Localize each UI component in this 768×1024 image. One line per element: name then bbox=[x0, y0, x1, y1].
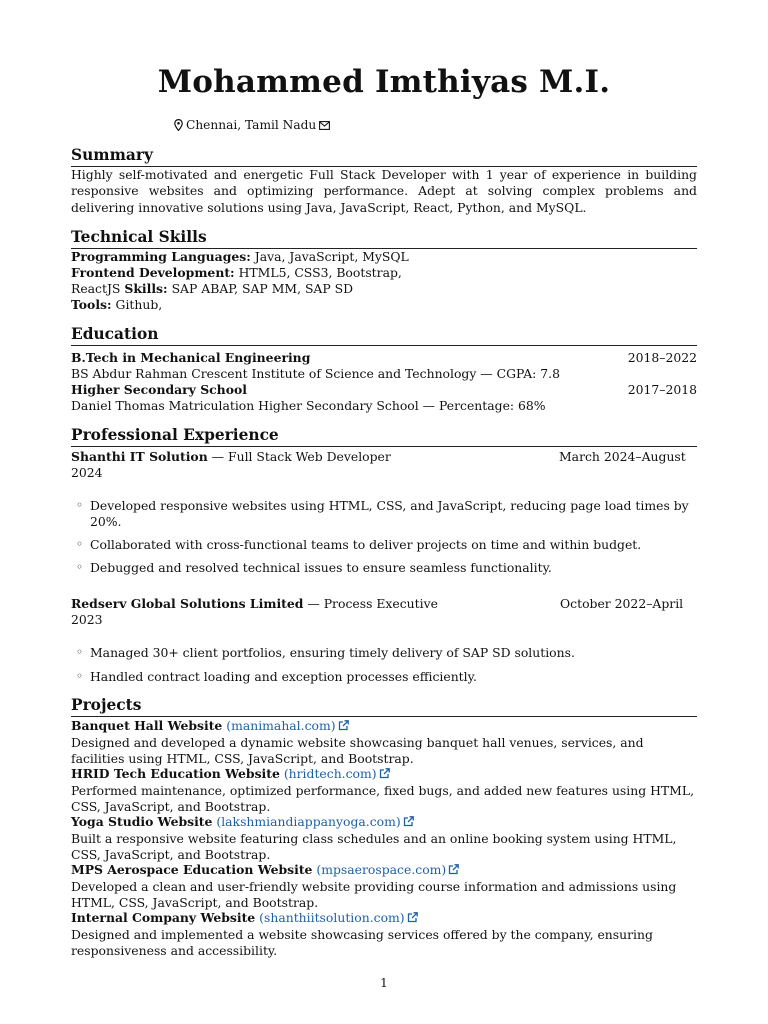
degree-title: Higher Secondary School bbox=[71, 382, 247, 397]
candidate-name: Mohammed Imthiyas M.I. bbox=[157, 64, 611, 100]
job-date: March 2024–August bbox=[559, 449, 686, 464]
degree-detail: Daniel Thomas Matriculation Higher Secondary School — Percentage: 68% bbox=[71, 398, 546, 413]
job-date: October 2022–April bbox=[560, 596, 684, 611]
projects-heading: Projects bbox=[71, 696, 697, 717]
project-link[interactable]: (lakshmiandiappanyoga.com) bbox=[216, 814, 401, 829]
project-entry bbox=[71, 766, 697, 814]
education-item bbox=[71, 382, 697, 414]
list-item: ◦ Managed 30+ client portfolios, ensuring timely delivery of SAP SD solutions. bbox=[71, 645, 697, 661]
job-company: Redserv Global Solutions Limited bbox=[71, 596, 304, 611]
job-role: — Process Executive bbox=[303, 596, 438, 611]
job-bullets bbox=[71, 645, 697, 684]
project-link[interactable]: (mpsaerospace.com) bbox=[316, 862, 447, 877]
external-link-icon[interactable] bbox=[338, 719, 349, 735]
job-role: — Full Stack Web Developer bbox=[207, 449, 391, 464]
skills-section bbox=[71, 228, 697, 313]
list-item: ◦ Debugged and resolved technical issues to ensure seamless functionality. bbox=[71, 560, 697, 576]
external-link-icon[interactable] bbox=[407, 911, 418, 927]
list-item: ◦ Handled contract loading and exception processes efficiently. bbox=[71, 669, 697, 685]
project-name: Internal Company Website bbox=[71, 910, 256, 925]
external-link-icon[interactable] bbox=[403, 815, 414, 831]
resume-page bbox=[71, 0, 697, 1024]
location-text: Chennai, Tamil Nadu bbox=[186, 118, 317, 132]
project-link[interactable]: (manimahal.com) bbox=[226, 718, 336, 733]
project-link[interactable]: (shanthiitsolution.com) bbox=[259, 910, 405, 925]
summary-text: Highly self-motivated and energetic Full Stack Developer with 1 year of experience in building responsive websites and optimizing performance. Adept at solving complex problems and delivering innovative solutions using Java, JavaScript, React, Python, and MySQL. bbox=[71, 167, 697, 215]
project-description: Designed and developed a dynamic website showcasing banquet hall venues, services, and facilities using HTML, CSS, JavaScript, and Bootstrap. bbox=[71, 735, 644, 766]
project-description: Performed maintenance, optimized performance, fixed bugs, and added new features using HTML, CSS, JavaScript, and Bootstrap. bbox=[71, 783, 695, 814]
project-name: Banquet Hall Website bbox=[71, 718, 223, 733]
job-date-wrap: 2024 bbox=[71, 464, 103, 480]
degree-years: 2017–2018 bbox=[627, 382, 697, 397]
degree-years: 2018–2022 bbox=[627, 350, 697, 365]
education-item bbox=[71, 350, 697, 382]
summary-heading: Summary bbox=[71, 146, 697, 167]
project-entry bbox=[71, 718, 697, 766]
experience-section bbox=[71, 426, 697, 684]
skill-row-programming: Programming Languages: Java, JavaScript, MySQL bbox=[71, 249, 409, 264]
project-link[interactable]: (hridtech.com) bbox=[283, 766, 377, 781]
project-description: Developed a clean and user-friendly website providing course information and admissions using HTML, CSS, JavaScript, and Bootstrap. bbox=[71, 879, 677, 910]
skills-heading: Technical Skills bbox=[71, 228, 697, 249]
external-link-icon[interactable] bbox=[379, 767, 390, 783]
project-description: Built a responsive website featuring class schedules and an online booking system using HTML, CSS, JavaScript, and Bootstrap. bbox=[71, 831, 677, 862]
summary-section bbox=[71, 146, 697, 216]
contact-line bbox=[174, 118, 330, 132]
envelope-icon[interactable] bbox=[319, 121, 330, 130]
degree-title: B.Tech in Mechanical Engineering bbox=[71, 350, 311, 365]
degree-detail: BS Abdur Rahman Crescent Institute of Science and Technology — CGPA: 7.8 bbox=[71, 366, 560, 381]
list-item: ◦ Developed responsive websites using HTML, CSS, and JavaScript, reducing page load times by 20%. bbox=[71, 498, 697, 529]
project-name: HRID Tech Education Website bbox=[71, 766, 280, 781]
project-name: Yoga Studio Website bbox=[71, 814, 213, 829]
education-heading: Education bbox=[71, 325, 697, 346]
skill-row-frontend: Frontend Development: HTML5, CSS3, Bootstrap, bbox=[71, 265, 402, 280]
job-bullets bbox=[71, 498, 697, 575]
project-name: MPS Aerospace Education Website bbox=[71, 862, 313, 877]
job-entry bbox=[71, 596, 697, 684]
job-company: Shanthi IT Solution bbox=[71, 449, 208, 464]
project-entry bbox=[71, 814, 697, 862]
job-date-wrap: 2023 bbox=[71, 611, 103, 627]
list-item: ◦ Collaborated with cross-functional teams to deliver projects on time and within budget. bbox=[71, 537, 697, 553]
education-section bbox=[71, 325, 697, 414]
job-entry bbox=[71, 449, 697, 575]
map-pin-icon bbox=[174, 119, 183, 131]
external-link-icon[interactable] bbox=[448, 863, 459, 879]
project-entry bbox=[71, 862, 697, 910]
project-entry bbox=[71, 910, 697, 958]
project-description: Designed and implemented a website showcasing services offered by the company, ensuring responsiveness and accessibility. bbox=[71, 927, 653, 958]
experience-heading: Professional Experience bbox=[71, 426, 697, 447]
projects-section bbox=[71, 696, 697, 958]
page-number: 1 bbox=[380, 976, 388, 990]
skill-row-skills: ReactJS Skills: SAP ABAP, SAP MM, SAP SD bbox=[71, 281, 354, 296]
skill-row-tools: Tools: Github, bbox=[71, 297, 163, 312]
